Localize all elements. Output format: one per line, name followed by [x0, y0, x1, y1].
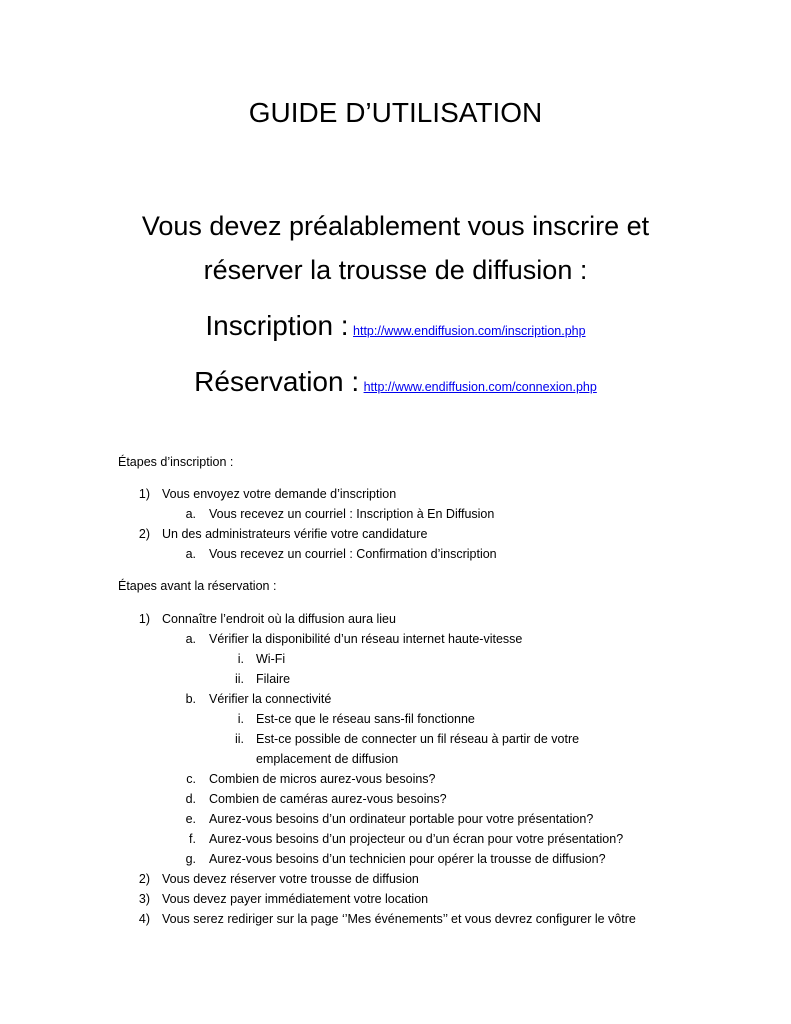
list-marker: ii. — [234, 672, 244, 686]
list-marker: 3) — [138, 892, 150, 906]
list-marker: e. — [185, 812, 196, 826]
list-item — [0, 669, 791, 689]
list-marker: 2) — [138, 872, 150, 886]
reservation-label: Réservation : — [194, 366, 360, 397]
list-marker: 2) — [138, 527, 150, 541]
list-text: Vous envoyez votre demande d’inscription — [162, 487, 397, 501]
reservation-steps-heading: Étapes avant la réservation : — [118, 579, 277, 593]
list-item — [0, 749, 791, 769]
list-item — [0, 829, 791, 849]
reservation-line — [0, 362, 791, 402]
list-item — [0, 729, 791, 749]
list-item — [0, 889, 791, 909]
list-text: emplacement de diffusion — [256, 752, 399, 766]
list-text: Vous devez réserver votre trousse de diffusion — [162, 872, 419, 886]
inscription-link[interactable]: http://www.endiffusion.com/inscription.php — [353, 324, 586, 338]
list-text: Vous recevez un courriel : Confirmation d’inscription — [209, 547, 497, 561]
list-text: Combien de micros aurez-vous besoins? — [209, 772, 436, 786]
list-marker: 4) — [138, 912, 150, 926]
list-marker: 1) — [138, 487, 150, 501]
list-marker: i. — [237, 712, 244, 726]
list-item — [0, 809, 791, 829]
list-item — [0, 769, 791, 789]
intro-line-1: Vous devez préalablement vous inscrire et — [141, 211, 650, 241]
reservation-link[interactable]: http://www.endiffusion.com/connexion.php — [363, 380, 597, 394]
list-text: Aurez-vous besoins d’un projecteur ou d’un écran pour votre présentation? — [209, 832, 624, 846]
list-text: Vous serez rediriger sur la page ‘’Mes événements’’ et vous devrez configurer le vôtre — [162, 912, 636, 926]
list-marker: f. — [189, 832, 196, 846]
list-item — [0, 849, 791, 869]
list-item — [0, 524, 791, 544]
list-marker: d. — [185, 792, 196, 806]
inscription-label: Inscription : — [205, 310, 349, 341]
list-text: Vous devez payer immédiatement votre location — [162, 892, 429, 906]
inscription-steps-list — [0, 484, 791, 564]
list-text: Est-ce possible de connecter un fil réseau à partir de votre — [256, 732, 580, 746]
list-text: Vérifier la connectivité — [209, 692, 332, 706]
list-marker: a. — [185, 632, 196, 646]
list-marker: c. — [186, 772, 196, 786]
inscription-line — [0, 306, 791, 346]
reservation-steps-list — [0, 609, 791, 929]
list-item — [0, 709, 791, 729]
list-marker: 1) — [138, 612, 150, 626]
list-marker: g. — [185, 852, 196, 866]
list-marker: b. — [185, 692, 196, 706]
list-text: Wi-Fi — [256, 652, 286, 666]
page-title: GUIDE D’UTILISATION — [248, 97, 543, 128]
list-text: Vérifier la disponibilité d’un réseau internet haute-vitesse — [209, 632, 523, 646]
list-text: Vous recevez un courriel : Inscription à En Diffusion — [209, 507, 495, 521]
list-text: Aurez-vous besoins d’un technicien pour opérer la trousse de diffusion? — [209, 852, 606, 866]
list-marker: ii. — [234, 732, 244, 746]
list-item — [0, 909, 791, 929]
list-item — [0, 649, 791, 669]
list-marker: a. — [185, 547, 196, 561]
intro-line-2: réserver la trousse de diffusion : — [203, 255, 588, 285]
list-item — [0, 869, 791, 889]
list-text: Aurez-vous besoins d’un ordinateur portable pour votre présentation? — [209, 812, 594, 826]
list-item — [0, 504, 791, 524]
list-item — [0, 789, 791, 809]
list-item — [0, 484, 791, 504]
list-text: Connaître l’endroit où la diffusion aura lieu — [162, 612, 396, 626]
inscription-steps-heading: Étapes d’inscription : — [118, 455, 234, 469]
list-item — [0, 629, 791, 649]
list-marker: a. — [185, 507, 196, 521]
list-item — [0, 689, 791, 709]
list-text: Combien de caméras aurez-vous besoins? — [209, 792, 447, 806]
list-text: Filaire — [256, 672, 291, 686]
list-item — [0, 609, 791, 629]
list-item — [0, 544, 791, 564]
list-text: Un des administrateurs vérifie votre candidature — [162, 527, 428, 541]
list-marker: i. — [237, 652, 244, 666]
list-text: Est-ce que le réseau sans-fil fonctionne — [256, 712, 475, 726]
